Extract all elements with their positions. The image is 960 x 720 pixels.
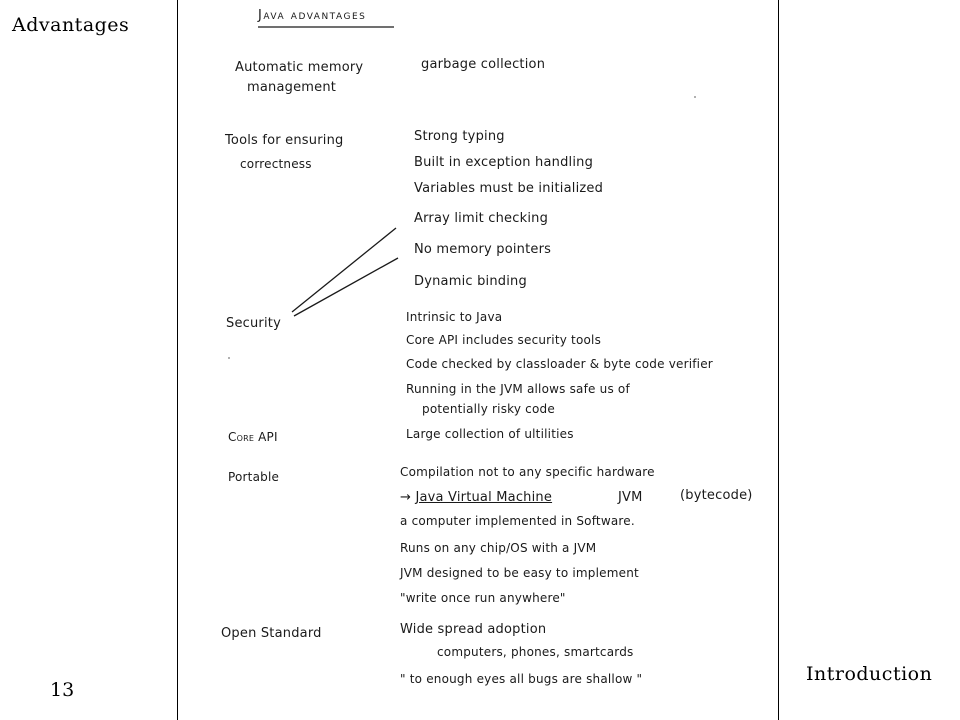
scan-speck bbox=[694, 96, 696, 98]
item-computer-software: a computer implemented in Software. bbox=[400, 514, 635, 528]
item-intrinsic-java: Intrinsic to Java bbox=[406, 310, 503, 324]
jvm-line bbox=[400, 490, 552, 505]
item-memory-pointers: No memory pointers bbox=[414, 242, 552, 257]
slide-title: Advantages bbox=[12, 14, 130, 36]
item-strong-typing: Strong typing bbox=[414, 129, 505, 144]
item-bugs-shallow: " to enough eyes all bugs are shallow " bbox=[400, 672, 643, 686]
item-risky-code: potentially risky code bbox=[422, 402, 555, 416]
item-jvm-easy: JVM designed to be easy to implement bbox=[400, 566, 639, 580]
item-garbage-collection: garbage collection bbox=[421, 57, 546, 72]
row-label-portable: Portable bbox=[228, 470, 280, 484]
item-running-jvm: Running in the JVM allows safe us of bbox=[406, 382, 630, 396]
item-jvm-abbrev: JVM bbox=[618, 490, 643, 505]
heading-underline bbox=[258, 26, 394, 28]
row-label-memory: Automatic memory bbox=[235, 60, 364, 75]
item-exception-handling: Built in exception handling bbox=[414, 155, 594, 170]
row-label-security: Security bbox=[226, 316, 281, 331]
item-core-api-security: Core API includes security tools bbox=[406, 333, 602, 347]
item-classloader-verifier: Code checked by classloader & byte code verifier bbox=[406, 357, 713, 371]
item-wide-spread: Wide spread adoption bbox=[400, 622, 547, 637]
arrow-right-icon: → bbox=[400, 490, 416, 505]
item-dynamic-binding: Dynamic binding bbox=[414, 274, 527, 289]
row-label-memory-cont: management bbox=[247, 80, 337, 95]
row-label-tools-cont: correctness bbox=[240, 157, 312, 171]
notes-heading: Java advantages bbox=[258, 8, 367, 23]
item-java-virtual-machine: Java Virtual Machine bbox=[415, 490, 553, 505]
item-large-collection: Large collection of ultilities bbox=[406, 427, 574, 441]
item-write-once: "write once run anywhere" bbox=[400, 591, 566, 605]
item-devices: computers, phones, smartcards bbox=[437, 645, 634, 659]
page-number: 13 bbox=[50, 679, 75, 701]
row-label-core-api: Core API bbox=[228, 430, 278, 444]
item-compilation-hardware: Compilation not to any specific hardware bbox=[400, 465, 655, 479]
item-bytecode: (bytecode) bbox=[680, 488, 753, 503]
row-label-tools: Tools for ensuring bbox=[225, 133, 344, 148]
row-label-open-standard: Open Standard bbox=[221, 626, 322, 641]
section-label: Introduction bbox=[806, 663, 933, 685]
scan-speck bbox=[228, 357, 230, 359]
item-array-limit: Array limit checking bbox=[414, 211, 549, 226]
item-runs-any-chip: Runs on any chip/OS with a JVM bbox=[400, 541, 597, 555]
item-variables-initialized: Variables must be initialized bbox=[414, 181, 604, 196]
handwritten-notes-page bbox=[177, 0, 779, 720]
